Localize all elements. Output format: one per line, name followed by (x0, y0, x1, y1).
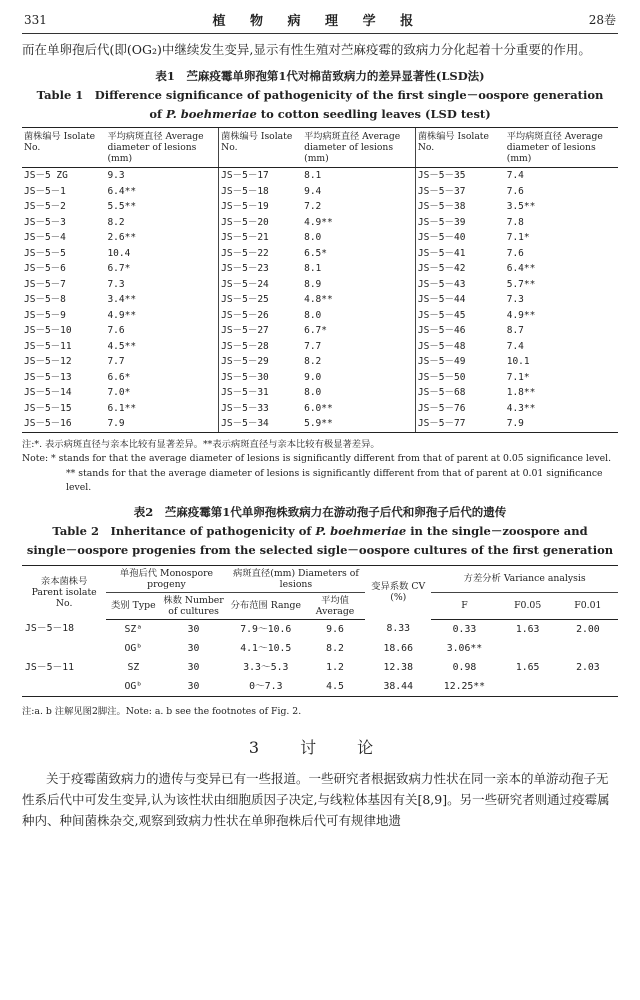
col-header-type: 类别 Type (106, 592, 160, 619)
isolate-cell: JS－5－42 (415, 261, 504, 277)
isolate-cell: JS－5－9 (24, 309, 66, 321)
header-rule (22, 33, 618, 34)
diameter-cell: 8.0 (304, 232, 322, 243)
f005-cell: 1.63 (515, 623, 540, 635)
diameter-cell: 2.6** (107, 232, 137, 243)
isolate-cell: JS－5－23 (219, 261, 302, 277)
table-row (22, 354, 618, 370)
isolate-cell: JS－5－48 (415, 339, 504, 355)
isolate-cell: JS－5－50 (415, 370, 504, 386)
diameter-cell: 8.2 (107, 216, 125, 228)
number-cell: 30 (187, 642, 200, 654)
table1-header-row (22, 128, 618, 168)
diameter-cell: 9.3 (107, 170, 125, 181)
table1-caption-en-1: Table 1 Difference significance of pathogenicity of the first single－oospore generation (36, 88, 604, 102)
isolate-cell: JS－5－16 (22, 416, 105, 432)
diameter-cell: 7.2 (304, 201, 322, 212)
isolate-cell: JS－5－7 (24, 278, 66, 290)
type-cell: SZᵃ (124, 623, 143, 635)
isolate-cell: JS－5－4 (24, 232, 66, 243)
table-row (22, 639, 618, 658)
isolate-cell: JS－5－46 (415, 323, 504, 339)
diameter-cell: 7.0* (107, 387, 131, 398)
isolate-cell: JS－5－33 (219, 401, 302, 417)
f001-cell (558, 639, 618, 658)
cv-cell: 8.33 (386, 623, 411, 635)
isolate-cell: JS－5－2 (24, 201, 66, 212)
f-cell: 0.33 (452, 623, 477, 635)
diameter-cell: 3.5** (506, 201, 536, 212)
diameter-cell: 8.1 (304, 263, 322, 274)
isolate-cell: JS－5－8 (24, 294, 66, 305)
table2-caption-en-1 (22, 523, 618, 540)
diameter-cell: 9.4 (304, 185, 322, 197)
parent-cell: JS－5－18 (25, 623, 75, 635)
col-header-f: F (431, 592, 497, 619)
isolate-cell: JS－5－49 (415, 354, 504, 370)
type-cell: OGᵇ (106, 677, 160, 697)
isolate-cell: JS－5－40 (415, 230, 504, 246)
f005-cell: 1.65 (515, 661, 540, 673)
diameter-cell: 7.4 (506, 340, 524, 352)
table-row (22, 261, 618, 277)
isolate-cell: JS－5－24 (219, 277, 302, 293)
discussion-paragraph: 关于疫霉菌致病力的遗传与变异已有一些报道。一些研究者根据致病力性状在同一亲本的单游动孢子无性系后代中可发生变异,认为该性状由细胞质因子决定,与线粒体基因有关[8,9]。另一些研究者则通过疫霉属种内、种间菌株杂交,观察到致病力性状在单卵孢株后代可有规律地遗 (22, 770, 610, 828)
table-row (22, 292, 618, 308)
table-row (22, 168, 618, 184)
isolate-cell: JS－5－18 (219, 184, 302, 200)
isolate-cell: JS－5－11 (24, 340, 72, 352)
table-row (22, 230, 618, 246)
diameter-cell: 7.6 (107, 325, 125, 336)
diameter-cell: 7.6 (506, 247, 524, 259)
table2 (22, 565, 618, 697)
range-cell: 7.9～10.6 (240, 623, 292, 635)
col-header-diameter: 平均病斑直径 Average diameter of lesions (mm) (105, 128, 218, 168)
diameter-cell: 6.1** (107, 402, 137, 414)
cv-cell: 38.44 (365, 677, 431, 697)
col-header-diameter: 平均病斑直径 Average diameter of lesions (mm) (505, 128, 618, 168)
average-cell: 4.5 (305, 677, 365, 697)
isolate-cell: JS－5－43 (415, 277, 504, 293)
table2-caption-cn: 表2 苎麻疫霉第1代单卵孢株致病力在游动孢子后代和卵孢子后代的遗传 (133, 504, 507, 519)
diameter-cell: 4.3** (506, 402, 536, 414)
diameter-cell: 6.5* (304, 247, 327, 259)
diameter-cell: 4.8** (304, 294, 333, 305)
isolate-cell: JS－5－21 (219, 230, 302, 246)
diameter-cell: 4.9** (304, 216, 333, 228)
table-row (22, 199, 618, 215)
f-cell: 0.98 (452, 661, 477, 673)
diameter-cell: 6.0** (304, 402, 333, 414)
diameter-cell: 9.0 (304, 371, 322, 383)
diameter-cell: 7.7 (304, 340, 322, 352)
isolate-cell: JS－5－6 (24, 263, 66, 274)
table1-notes (22, 438, 618, 496)
diameter-cell: 7.8 (506, 216, 524, 228)
parent-cell (22, 677, 106, 697)
isolate-cell: JS－5－77 (415, 416, 504, 432)
range-cell: 3.3～5.3 (243, 661, 289, 673)
isolate-cell: JS－5－39 (415, 215, 504, 231)
col-header-isolate: 菌株编号 Isolate No. (415, 128, 504, 168)
number-cell: 30 (187, 623, 200, 635)
diameter-cell: 6.7* (107, 263, 131, 274)
diameter-cell: 5.7** (506, 278, 536, 290)
col-header-cv: 变异系数 CV (%) (365, 565, 431, 619)
diameter-cell: 8.9 (304, 278, 322, 290)
volume-label: 28卷 (588, 13, 616, 27)
journal-title: 植 物 病 理 学 报 (212, 14, 424, 29)
isolate-cell: JS－5－38 (415, 199, 504, 215)
col-header-f005: F0.05 (498, 592, 558, 619)
table-row (22, 323, 618, 339)
average-cell: 8.2 (326, 642, 344, 654)
isolate-cell: JS－5－28 (219, 339, 302, 355)
table-row (22, 370, 618, 386)
f001-cell: 2.00 (576, 623, 600, 635)
type-cell: SZ (127, 661, 140, 673)
table1-note-en-2: ** stands for that the average diameter of lesions is significantly different from that of parent at 0.01 significance level. (66, 467, 603, 493)
col-header-isolate: 菌株编号 Isolate No. (22, 128, 105, 168)
isolate-cell: JS－5－22 (219, 246, 302, 262)
isolate-cell: JS－5－31 (219, 385, 302, 401)
diameter-cell: 7.1* (506, 371, 530, 383)
table-row (22, 416, 618, 432)
cv-cell: 18.66 (383, 642, 413, 654)
isolate-cell: JS－5－29 (219, 354, 302, 370)
diameter-cell: 6.4** (107, 185, 137, 197)
parent-cell: JS－5－11 (25, 661, 75, 673)
diameter-cell: 8.0 (304, 309, 322, 321)
col-header-monospore: 单孢后代 Monospore progeny (106, 565, 226, 592)
table-row (22, 385, 618, 401)
isolate-cell: JS－5－1 (24, 185, 66, 197)
isolate-cell: JS－5－37 (415, 184, 504, 200)
table-row (22, 277, 618, 293)
average-cell: 1.2 (326, 661, 344, 673)
table-row (22, 619, 618, 639)
diameter-cell: 3.4** (107, 294, 137, 305)
isolate-cell: JS－5－17 (219, 168, 302, 184)
table-row (22, 401, 618, 417)
isolate-cell: JS－5－76 (415, 401, 504, 417)
diameter-cell: 6.6* (107, 371, 131, 383)
f-cell: 12.25** (431, 677, 497, 697)
isolate-cell: JS－5－13 (24, 371, 72, 383)
table1-caption-post: to cotton seedling leaves (LSD test) (260, 107, 491, 121)
isolate-cell: JS－5－26 (219, 308, 302, 324)
col-header-parent: 亲本菌株号 Parent isolate No. (22, 565, 106, 619)
section-heading: 3 讨 论 (248, 737, 392, 757)
isolate-cell: JS－5－20 (219, 215, 302, 231)
isolate-cell: JS－5－25 (219, 292, 302, 308)
col-header-f001: F0.01 (558, 592, 618, 619)
f001-cell (558, 677, 618, 697)
diameter-cell: 5.5** (107, 201, 137, 212)
table-row (22, 677, 618, 697)
diameter-cell: 6.4** (506, 263, 536, 274)
table1-note-cn: 注:*. 表示病斑直径与亲本比较有显著差异。**表示病斑直径与亲本比较有极显著差异。 (22, 438, 380, 450)
isolate-cell: JS－5－3 (24, 216, 66, 228)
table2-header-row-2 (22, 592, 618, 619)
number-cell: 30 (187, 661, 200, 673)
isolate-cell: JS－5－68 (415, 385, 504, 401)
table-row (22, 246, 618, 262)
col-header-diameter: 平均病斑直径 Average diameter of lesions (mm) (302, 128, 415, 168)
table2-caption-species: P. boehmeriae (315, 523, 407, 538)
isolate-cell: JS－5－45 (415, 308, 504, 324)
isolate-cell: JS－5 ZG (24, 170, 68, 181)
diameter-cell: 8.0 (304, 387, 322, 398)
table1-caption-en-2 (22, 106, 618, 123)
diameter-cell: 10.1 (506, 356, 530, 367)
diameter-cell: 6.7* (304, 325, 327, 336)
parent-cell (22, 639, 106, 658)
isolate-cell: JS－5－12 (24, 356, 72, 367)
isolate-cell: JS－5－35 (415, 168, 504, 184)
table2-note: 注:a. b 注解见图2脚注。Note: a. b see the footnotes of Fig. 2. (22, 705, 302, 717)
col-header-isolate: 菌株编号 Isolate No. (219, 128, 302, 168)
table-row (22, 658, 618, 677)
isolate-cell: JS－5－41 (415, 246, 504, 262)
diameter-cell: 7.1* (506, 232, 530, 243)
diameter-cell: 4.9** (107, 309, 137, 321)
isolate-cell: JS－5－44 (415, 292, 504, 308)
table1-caption-pre: of (149, 107, 162, 121)
f005-cell (498, 677, 558, 697)
isolate-cell: JS－5－27 (219, 323, 302, 339)
table2-caption-post: in the single－zoospore and (410, 523, 588, 538)
diameter-cell: 4.5** (107, 340, 137, 352)
diameter-cell: 7.3 (506, 294, 524, 305)
table2-header-row-1 (22, 565, 618, 592)
col-header-range: 分布范围 Range (227, 592, 305, 619)
col-header-diameters: 病斑直径(mm) Diameters of lesions (227, 565, 365, 592)
page-number: 331 (24, 12, 47, 27)
table1-note-en-1: Note: * stands for that the average diameter of lesions is significantly different from that of parent at 0.05 significance level. (22, 453, 612, 464)
f-cell: 3.06** (446, 642, 483, 654)
isolate-cell: JS－5－34 (219, 416, 302, 432)
isolate-cell: JS－5－19 (219, 199, 302, 215)
diameter-cell: 7.4 (506, 170, 524, 181)
table2-caption-pre: Table 2 Inheritance of pathogenicity of (52, 523, 312, 538)
diameter-cell: 7.3 (107, 278, 125, 290)
range-cell: 0～7.3 (227, 677, 305, 697)
diameter-cell: 10.4 (107, 247, 131, 259)
diameter-cell: 7.7 (107, 356, 125, 367)
col-header-variance: 方差分析 Variance analysis (431, 565, 618, 592)
isolate-cell: JS－5－15 (24, 402, 72, 414)
table2-caption-en-2: single－oospore progenies from the selected sigle－oospore cultures of the first generation (26, 542, 614, 557)
cv-cell: 12.38 (383, 661, 413, 673)
diameter-cell: 8.7 (506, 325, 524, 336)
col-header-number: 株数 Number of cultures (160, 592, 226, 619)
diameter-cell: 8.1 (304, 170, 322, 181)
f005-cell (498, 639, 558, 658)
diameter-cell: 7.9 (505, 416, 618, 432)
table-row (22, 215, 618, 231)
col-header-average: 平均值 Average (305, 592, 365, 619)
diameter-cell: 1.8** (506, 387, 536, 398)
table1-caption-cn: 表1 苎麻疫霉单卵孢第1代对棉苗致病力的差异显著性(LSD法) (155, 69, 485, 83)
number-cell: 30 (160, 677, 226, 697)
table-row (22, 308, 618, 324)
table-row (22, 339, 618, 355)
average-cell: 9.6 (326, 623, 344, 635)
diameter-cell: 8.2 (304, 356, 322, 367)
diameter-cell: 5.9** (302, 416, 415, 432)
type-cell: OGᵇ (124, 642, 143, 654)
isolate-cell: JS－5－30 (219, 370, 302, 386)
intro-paragraph: 而在单卵孢后代(即(OG₂)中继续发生变异,显示有性生殖对苎麻疫霉的致病力分化起着十分重要的作用。 (22, 42, 591, 57)
table1 (22, 127, 618, 433)
diameter-cell: 4.9** (506, 309, 536, 321)
isolate-cell: JS－5－5 (24, 247, 66, 259)
isolate-cell: JS－5－10 (24, 325, 72, 336)
table-row (22, 184, 618, 200)
table1-caption-species: P. boehmeriae (165, 107, 257, 121)
f001-cell: 2.03 (576, 661, 600, 673)
isolate-cell: JS－5－14 (24, 387, 72, 398)
page-header (22, 10, 618, 33)
range-cell: 4.1～10.5 (240, 642, 292, 654)
diameter-cell: 7.9 (105, 416, 218, 432)
diameter-cell: 7.6 (506, 185, 524, 197)
